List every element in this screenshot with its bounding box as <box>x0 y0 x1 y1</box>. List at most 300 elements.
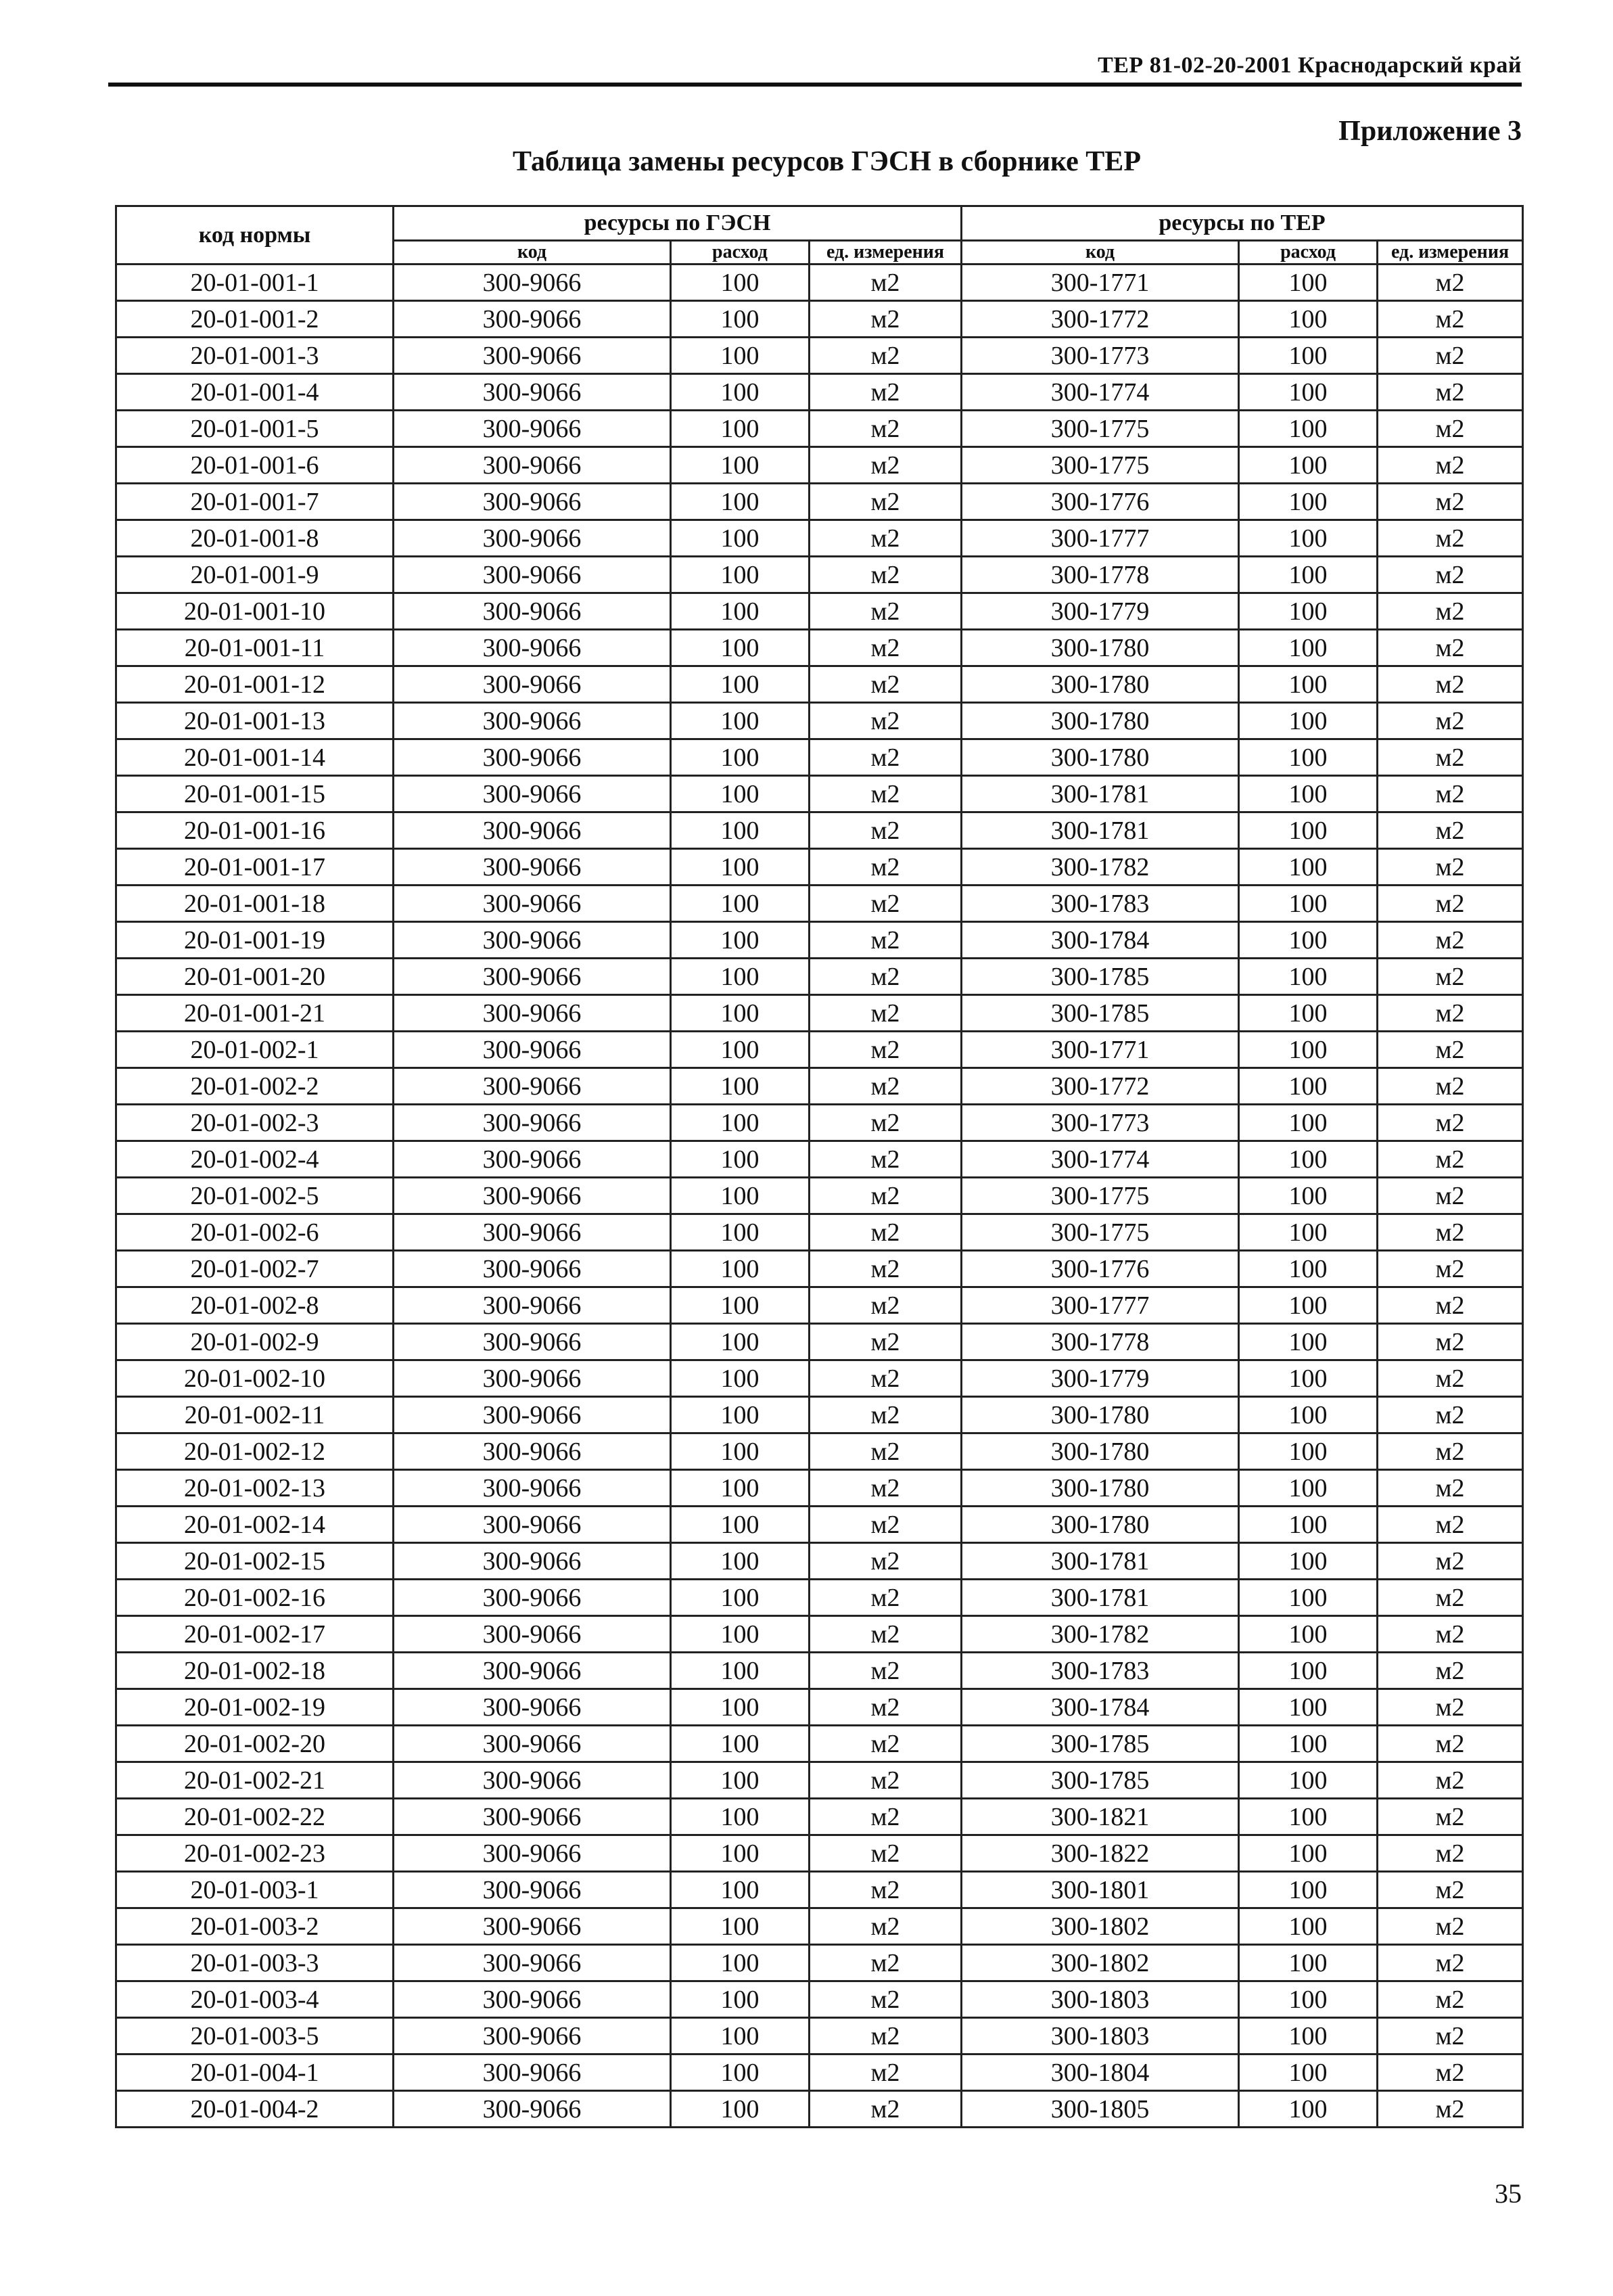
ter-code-cell: 300-1780 <box>962 739 1239 776</box>
norm-code-cell: 20-01-003-1 <box>116 1872 394 1908</box>
appendix-label: Приложение 3 <box>1338 116 1522 147</box>
gesn-code-cell: 300-9066 <box>394 776 671 812</box>
gesn-unit-cell: м2 <box>810 630 962 666</box>
ter-code-cell: 300-1781 <box>962 1580 1239 1616</box>
ter-rate-cell: 100 <box>1239 739 1378 776</box>
gesn-rate-cell: 100 <box>671 1726 810 1762</box>
ter-rate-cell: 100 <box>1239 1945 1378 1981</box>
gesn-code-cell: 300-9066 <box>394 1324 671 1360</box>
ter-unit-cell: м2 <box>1378 886 1523 922</box>
ter-rate-cell: 100 <box>1239 849 1378 886</box>
ter-code-cell: 300-1821 <box>962 1799 1239 1835</box>
ter-unit-cell: м2 <box>1378 1397 1523 1433</box>
norm-code-cell: 20-01-001-13 <box>116 703 394 739</box>
norm-code-cell: 20-01-002-23 <box>116 1835 394 1872</box>
gesn-rate-cell: 100 <box>671 1433 810 1470</box>
gesn-code-cell: 300-9066 <box>394 1251 671 1287</box>
gesn-code-cell: 300-9066 <box>394 2091 671 2128</box>
gesn-code-cell: 300-9066 <box>394 1360 671 1397</box>
gesn-unit-cell: м2 <box>810 739 962 776</box>
norm-code-cell: 20-01-004-2 <box>116 2091 394 2128</box>
ter-unit-cell: м2 <box>1378 1835 1523 1872</box>
gesn-unit-cell: м2 <box>810 338 962 374</box>
ter-code-cell: 300-1775 <box>962 447 1239 484</box>
gesn-rate-cell: 100 <box>671 1287 810 1324</box>
gesn-rate-cell: 100 <box>671 484 810 520</box>
gesn-rate-cell: 100 <box>671 1068 810 1105</box>
norm-code-cell: 20-01-002-13 <box>116 1470 394 1507</box>
gesn-code-cell: 300-9066 <box>394 1945 671 1981</box>
ter-unit-cell: м2 <box>1378 1726 1523 1762</box>
ter-code-cell: 300-1783 <box>962 886 1239 922</box>
gesn-rate-cell: 100 <box>671 1141 810 1178</box>
table-row <box>116 1141 1523 1178</box>
norm-code-cell: 20-01-002-7 <box>116 1251 394 1287</box>
norm-code-cell: 20-01-002-11 <box>116 1397 394 1433</box>
ter-code-cell: 300-1804 <box>962 2054 1239 2091</box>
gesn-code-cell: 300-9066 <box>394 2018 671 2054</box>
ter-code-cell: 300-1784 <box>962 1689 1239 1726</box>
norm-code-cell: 20-01-001-21 <box>116 995 394 1032</box>
ter-code-cell: 300-1780 <box>962 666 1239 703</box>
table-row <box>116 959 1523 995</box>
norm-code-cell: 20-01-002-1 <box>116 1032 394 1068</box>
norm-code-cell: 20-01-001-12 <box>116 666 394 703</box>
ter-rate-cell: 100 <box>1239 959 1378 995</box>
gesn-unit-cell: м2 <box>810 1068 962 1105</box>
ter-rate-cell: 100 <box>1239 484 1378 520</box>
norm-code-cell: 20-01-002-5 <box>116 1178 394 1214</box>
ter-rate-cell: 100 <box>1239 2018 1378 2054</box>
ter-unit-cell: м2 <box>1378 666 1523 703</box>
gesn-unit-cell: м2 <box>810 1287 962 1324</box>
gesn-code-cell: 300-9066 <box>394 484 671 520</box>
ter-rate-cell: 100 <box>1239 338 1378 374</box>
norm-code-cell: 20-01-001-19 <box>116 922 394 959</box>
norm-code-cell: 20-01-003-2 <box>116 1908 394 1945</box>
ter-unit-cell: м2 <box>1378 1762 1523 1799</box>
ter-unit-cell: м2 <box>1378 1105 1523 1141</box>
gesn-unit-cell: м2 <box>810 666 962 703</box>
ter-unit-cell: м2 <box>1378 484 1523 520</box>
gesn-unit-cell: м2 <box>810 1141 962 1178</box>
table-row <box>116 776 1523 812</box>
ter-rate-cell: 100 <box>1239 1726 1378 1762</box>
ter-code-cell: 300-1776 <box>962 1251 1239 1287</box>
gesn-rate-cell: 100 <box>671 959 810 995</box>
gesn-unit-cell: м2 <box>810 1689 962 1726</box>
gesn-rate-cell: 100 <box>671 703 810 739</box>
gesn-rate-cell: 100 <box>671 1105 810 1141</box>
ter-unit-cell: м2 <box>1378 1981 1523 2018</box>
ter-rate-cell: 100 <box>1239 812 1378 849</box>
gesn-unit-cell: м2 <box>810 849 962 886</box>
norm-code-cell: 20-01-001-6 <box>116 447 394 484</box>
ter-code-cell: 300-1778 <box>962 557 1239 593</box>
ter-code-cell: 300-1777 <box>962 520 1239 557</box>
ter-unit-cell: м2 <box>1378 411 1523 447</box>
gesn-rate-cell: 100 <box>671 886 810 922</box>
norm-code-cell: 20-01-002-16 <box>116 1580 394 1616</box>
header-ter-rate: расход <box>1239 241 1378 265</box>
ter-code-cell: 300-1822 <box>962 1835 1239 1872</box>
ter-code-cell: 300-1773 <box>962 1105 1239 1141</box>
header-group-gesn: ресурсы по ГЭСН <box>394 206 962 241</box>
ter-unit-cell: м2 <box>1378 1580 1523 1616</box>
norm-code-cell: 20-01-002-4 <box>116 1141 394 1178</box>
ter-rate-cell: 100 <box>1239 1324 1378 1360</box>
ter-unit-cell: м2 <box>1378 301 1523 338</box>
gesn-unit-cell: м2 <box>810 2054 962 2091</box>
ter-rate-cell: 100 <box>1239 1908 1378 1945</box>
gesn-code-cell: 300-9066 <box>394 1032 671 1068</box>
ter-code-cell: 300-1785 <box>962 959 1239 995</box>
ter-code-cell: 300-1802 <box>962 1908 1239 1945</box>
ter-rate-cell: 100 <box>1239 776 1378 812</box>
gesn-code-cell: 300-9066 <box>394 2054 671 2091</box>
table-row <box>116 265 1523 301</box>
ter-rate-cell: 100 <box>1239 1105 1378 1141</box>
ter-code-cell: 300-1780 <box>962 703 1239 739</box>
table-row <box>116 338 1523 374</box>
table-row <box>116 1214 1523 1251</box>
gesn-unit-cell: м2 <box>810 1032 962 1068</box>
table-row <box>116 1251 1523 1287</box>
gesn-unit-cell: м2 <box>810 1762 962 1799</box>
ter-code-cell: 300-1780 <box>962 1470 1239 1507</box>
gesn-rate-cell: 100 <box>671 557 810 593</box>
table-row <box>116 1762 1523 1799</box>
gesn-code-cell: 300-9066 <box>394 1507 671 1543</box>
ter-unit-cell: м2 <box>1378 593 1523 630</box>
table-row <box>116 1689 1523 1726</box>
gesn-rate-cell: 100 <box>671 265 810 301</box>
ter-code-cell: 300-1771 <box>962 1032 1239 1068</box>
ter-rate-cell: 100 <box>1239 1872 1378 1908</box>
gesn-unit-cell: м2 <box>810 703 962 739</box>
norm-code-cell: 20-01-002-22 <box>116 1799 394 1835</box>
gesn-code-cell: 300-9066 <box>394 995 671 1032</box>
ter-unit-cell: м2 <box>1378 959 1523 995</box>
table-row <box>116 1470 1523 1507</box>
table-body <box>116 265 1523 2128</box>
ter-code-cell: 300-1775 <box>962 1178 1239 1214</box>
gesn-rate-cell: 100 <box>671 1872 810 1908</box>
gesn-rate-cell: 100 <box>671 338 810 374</box>
gesn-code-cell: 300-9066 <box>394 886 671 922</box>
ter-rate-cell: 100 <box>1239 1360 1378 1397</box>
gesn-rate-cell: 100 <box>671 739 810 776</box>
ter-code-cell: 300-1774 <box>962 1141 1239 1178</box>
ter-rate-cell: 100 <box>1239 1397 1378 1433</box>
gesn-unit-cell: м2 <box>810 1507 962 1543</box>
gesn-code-cell: 300-9066 <box>394 1433 671 1470</box>
ter-rate-cell: 100 <box>1239 1433 1378 1470</box>
table-row <box>116 1580 1523 1616</box>
norm-code-cell: 20-01-002-6 <box>116 1214 394 1251</box>
ter-code-cell: 300-1785 <box>962 1762 1239 1799</box>
ter-code-cell: 300-1805 <box>962 2091 1239 2128</box>
gesn-rate-cell: 100 <box>671 2018 810 2054</box>
ter-code-cell: 300-1780 <box>962 1433 1239 1470</box>
gesn-rate-cell: 100 <box>671 447 810 484</box>
ter-rate-cell: 100 <box>1239 1068 1378 1105</box>
gesn-rate-cell: 100 <box>671 1616 810 1653</box>
ter-unit-cell: м2 <box>1378 1178 1523 1214</box>
gesn-rate-cell: 100 <box>671 1032 810 1068</box>
gesn-code-cell: 300-9066 <box>394 1397 671 1433</box>
gesn-code-cell: 300-9066 <box>394 739 671 776</box>
table-row <box>116 995 1523 1032</box>
gesn-unit-cell: м2 <box>810 1726 962 1762</box>
gesn-code-cell: 300-9066 <box>394 1908 671 1945</box>
ter-rate-cell: 100 <box>1239 666 1378 703</box>
gesn-code-cell: 300-9066 <box>394 1543 671 1580</box>
gesn-rate-cell: 100 <box>671 2091 810 2128</box>
ter-unit-cell: м2 <box>1378 1251 1523 1287</box>
ter-rate-cell: 100 <box>1239 630 1378 666</box>
ter-unit-cell: м2 <box>1378 520 1523 557</box>
header-rule <box>108 83 1522 87</box>
ter-unit-cell: м2 <box>1378 557 1523 593</box>
norm-code-cell: 20-01-002-3 <box>116 1105 394 1141</box>
ter-unit-cell: м2 <box>1378 1470 1523 1507</box>
ter-unit-cell: м2 <box>1378 1032 1523 1068</box>
norm-code-cell: 20-01-002-2 <box>116 1068 394 1105</box>
gesn-unit-cell: м2 <box>810 1543 962 1580</box>
gesn-unit-cell: м2 <box>810 886 962 922</box>
gesn-rate-cell: 100 <box>671 812 810 849</box>
norm-code-cell: 20-01-001-17 <box>116 849 394 886</box>
ter-code-cell: 300-1779 <box>962 1360 1239 1397</box>
ter-rate-cell: 100 <box>1239 2091 1378 2128</box>
ter-code-cell: 300-1780 <box>962 630 1239 666</box>
ter-unit-cell: м2 <box>1378 703 1523 739</box>
gesn-code-cell: 300-9066 <box>394 1214 671 1251</box>
gesn-code-cell: 300-9066 <box>394 447 671 484</box>
ter-rate-cell: 100 <box>1239 1835 1378 1872</box>
table-row <box>116 2018 1523 2054</box>
norm-code-cell: 20-01-001-1 <box>116 265 394 301</box>
ter-unit-cell: м2 <box>1378 1287 1523 1324</box>
gesn-rate-cell: 100 <box>671 1580 810 1616</box>
gesn-rate-cell: 100 <box>671 1835 810 1872</box>
table-row <box>116 1032 1523 1068</box>
norm-code-cell: 20-01-002-17 <box>116 1616 394 1653</box>
gesn-rate-cell: 100 <box>671 1214 810 1251</box>
norm-code-cell: 20-01-002-9 <box>116 1324 394 1360</box>
gesn-rate-cell: 100 <box>671 593 810 630</box>
gesn-rate-cell: 100 <box>671 1543 810 1580</box>
ter-rate-cell: 100 <box>1239 1653 1378 1689</box>
ter-code-cell: 300-1784 <box>962 922 1239 959</box>
ter-rate-cell: 100 <box>1239 1470 1378 1507</box>
ter-code-cell: 300-1778 <box>962 1324 1239 1360</box>
ter-code-cell: 300-1772 <box>962 301 1239 338</box>
gesn-unit-cell: м2 <box>810 812 962 849</box>
table-row <box>116 520 1523 557</box>
resource-replacement-table <box>115 205 1524 2128</box>
gesn-unit-cell: м2 <box>810 1214 962 1251</box>
norm-code-cell: 20-01-001-5 <box>116 411 394 447</box>
table-row <box>116 1872 1523 1908</box>
norm-code-cell: 20-01-002-12 <box>116 1433 394 1470</box>
ter-unit-cell: м2 <box>1378 1433 1523 1470</box>
gesn-unit-cell: м2 <box>810 776 962 812</box>
gesn-unit-cell: м2 <box>810 1981 962 2018</box>
ter-unit-cell: м2 <box>1378 374 1523 411</box>
ter-rate-cell: 100 <box>1239 1616 1378 1653</box>
gesn-unit-cell: м2 <box>810 1178 962 1214</box>
gesn-code-cell: 300-9066 <box>394 593 671 630</box>
gesn-unit-cell: м2 <box>810 1470 962 1507</box>
ter-rate-cell: 100 <box>1239 593 1378 630</box>
ter-unit-cell: м2 <box>1378 265 1523 301</box>
ter-code-cell: 300-1773 <box>962 338 1239 374</box>
ter-code-cell: 300-1785 <box>962 1726 1239 1762</box>
gesn-rate-cell: 100 <box>671 849 810 886</box>
gesn-rate-cell: 100 <box>671 1908 810 1945</box>
table-row <box>116 1653 1523 1689</box>
gesn-rate-cell: 100 <box>671 520 810 557</box>
ter-code-cell: 300-1775 <box>962 1214 1239 1251</box>
ter-unit-cell: м2 <box>1378 1360 1523 1397</box>
ter-rate-cell: 100 <box>1239 557 1378 593</box>
table-row <box>116 812 1523 849</box>
norm-code-cell: 20-01-001-7 <box>116 484 394 520</box>
norm-code-cell: 20-01-001-2 <box>116 301 394 338</box>
gesn-rate-cell: 100 <box>671 301 810 338</box>
header-ter-unit: ед. измерения <box>1378 241 1523 265</box>
ter-rate-cell: 100 <box>1239 1543 1378 1580</box>
gesn-rate-cell: 100 <box>671 1470 810 1507</box>
table-row <box>116 1360 1523 1397</box>
ter-code-cell: 300-1781 <box>962 812 1239 849</box>
ter-rate-cell: 100 <box>1239 2054 1378 2091</box>
gesn-rate-cell: 100 <box>671 995 810 1032</box>
gesn-unit-cell: м2 <box>810 374 962 411</box>
gesn-code-cell: 300-9066 <box>394 922 671 959</box>
gesn-code-cell: 300-9066 <box>394 1762 671 1799</box>
norm-code-cell: 20-01-001-16 <box>116 812 394 849</box>
header-group-ter: ресурсы по ТЕР <box>962 206 1523 241</box>
table-row <box>116 922 1523 959</box>
gesn-rate-cell: 100 <box>671 411 810 447</box>
ter-code-cell: 300-1801 <box>962 1872 1239 1908</box>
gesn-code-cell: 300-9066 <box>394 411 671 447</box>
gesn-rate-cell: 100 <box>671 1653 810 1689</box>
table-row <box>116 630 1523 666</box>
gesn-code-cell: 300-9066 <box>394 374 671 411</box>
gesn-unit-cell: м2 <box>810 2091 962 2128</box>
gesn-rate-cell: 100 <box>671 1397 810 1433</box>
gesn-code-cell: 300-9066 <box>394 1470 671 1507</box>
gesn-code-cell: 300-9066 <box>394 338 671 374</box>
table-row <box>116 484 1523 520</box>
ter-unit-cell: м2 <box>1378 1068 1523 1105</box>
ter-rate-cell: 100 <box>1239 922 1378 959</box>
table-row <box>116 1945 1523 1981</box>
gesn-code-cell: 300-9066 <box>394 557 671 593</box>
gesn-unit-cell: м2 <box>810 2018 962 2054</box>
ter-code-cell: 300-1781 <box>962 776 1239 812</box>
table-row <box>116 1433 1523 1470</box>
gesn-rate-cell: 100 <box>671 922 810 959</box>
header-ter-code: код <box>962 241 1239 265</box>
gesn-code-cell: 300-9066 <box>394 1616 671 1653</box>
gesn-unit-cell: м2 <box>810 995 962 1032</box>
page-number: 35 <box>1495 2178 1522 2209</box>
ter-unit-cell: м2 <box>1378 2018 1523 2054</box>
norm-code-cell: 20-01-003-5 <box>116 2018 394 2054</box>
norm-code-cell: 20-01-001-4 <box>116 374 394 411</box>
ter-unit-cell: м2 <box>1378 630 1523 666</box>
ter-rate-cell: 100 <box>1239 1032 1378 1068</box>
gesn-rate-cell: 100 <box>671 374 810 411</box>
ter-rate-cell: 100 <box>1239 1762 1378 1799</box>
ter-rate-cell: 100 <box>1239 1141 1378 1178</box>
gesn-rate-cell: 100 <box>671 1689 810 1726</box>
norm-code-cell: 20-01-001-9 <box>116 557 394 593</box>
gesn-unit-cell: м2 <box>810 557 962 593</box>
gesn-rate-cell: 100 <box>671 666 810 703</box>
ter-code-cell: 300-1780 <box>962 1507 1239 1543</box>
gesn-rate-cell: 100 <box>671 630 810 666</box>
table-title: Таблица замены ресурсов ГЭСН в сборнике ТЕР <box>513 146 1141 177</box>
ter-rate-cell: 100 <box>1239 1214 1378 1251</box>
ter-unit-cell: м2 <box>1378 1689 1523 1726</box>
gesn-unit-cell: м2 <box>810 1324 962 1360</box>
gesn-code-cell: 300-9066 <box>394 849 671 886</box>
table-row <box>116 374 1523 411</box>
norm-code-cell: 20-01-001-14 <box>116 739 394 776</box>
norm-code-cell: 20-01-001-11 <box>116 630 394 666</box>
gesn-code-cell: 300-9066 <box>394 1653 671 1689</box>
norm-code-cell: 20-01-004-1 <box>116 2054 394 2091</box>
ter-rate-cell: 100 <box>1239 995 1378 1032</box>
gesn-unit-cell: м2 <box>810 1653 962 1689</box>
header-gesn-unit: ед. измерения <box>810 241 962 265</box>
table-row <box>116 447 1523 484</box>
gesn-unit-cell: м2 <box>810 1397 962 1433</box>
ter-unit-cell: м2 <box>1378 1214 1523 1251</box>
table-row <box>116 703 1523 739</box>
table-row <box>116 1068 1523 1105</box>
ter-code-cell: 300-1782 <box>962 1616 1239 1653</box>
norm-code-cell: 20-01-001-10 <box>116 593 394 630</box>
ter-code-cell: 300-1777 <box>962 1287 1239 1324</box>
gesn-rate-cell: 100 <box>671 1799 810 1835</box>
gesn-code-cell: 300-9066 <box>394 1580 671 1616</box>
ter-code-cell: 300-1803 <box>962 1981 1239 2018</box>
ter-rate-cell: 100 <box>1239 1507 1378 1543</box>
header-gesn-code: код <box>394 241 671 265</box>
ter-unit-cell: м2 <box>1378 776 1523 812</box>
ter-unit-cell: м2 <box>1378 1653 1523 1689</box>
ter-rate-cell: 100 <box>1239 265 1378 301</box>
gesn-code-cell: 300-9066 <box>394 1105 671 1141</box>
ter-unit-cell: м2 <box>1378 1324 1523 1360</box>
gesn-unit-cell: м2 <box>810 484 962 520</box>
table-row <box>116 1616 1523 1653</box>
gesn-code-cell: 300-9066 <box>394 812 671 849</box>
gesn-rate-cell: 100 <box>671 776 810 812</box>
ter-unit-cell: м2 <box>1378 812 1523 849</box>
ter-unit-cell: м2 <box>1378 1543 1523 1580</box>
table-row <box>116 1908 1523 1945</box>
ter-rate-cell: 100 <box>1239 301 1378 338</box>
ter-code-cell: 300-1776 <box>962 484 1239 520</box>
